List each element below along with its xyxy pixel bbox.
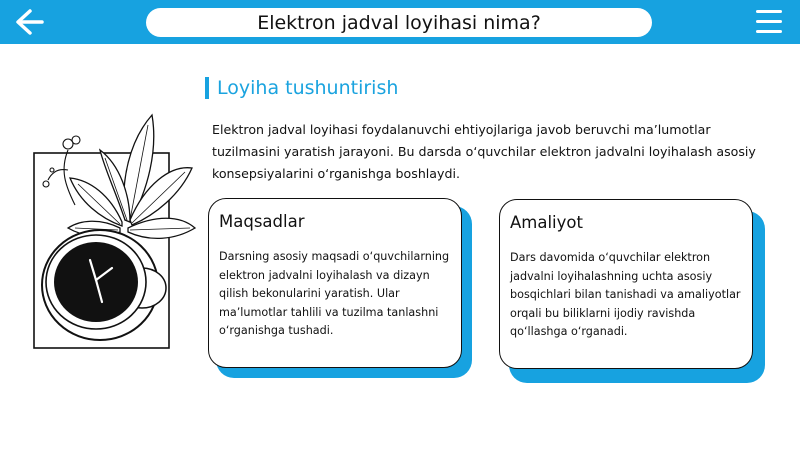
top-bar	[0, 0, 800, 44]
heading-accent-bar	[205, 77, 209, 99]
hamburger-menu-icon	[756, 10, 782, 13]
chevron-left-icon	[10, 6, 44, 38]
section-title: Loyiha tushuntirish	[217, 77, 399, 99]
title-pill	[146, 8, 652, 37]
menu-button[interactable]	[756, 10, 782, 34]
practice-card	[499, 199, 753, 369]
card-text: Dars davomida o‘quvchilar elektron jadvalni loyihalashning uchta asosiy bosqichlari bilan tanishadi va amaliyotlar orqali bu biliklarni ijodiy ravishda qo‘llashga o‘rganadi.	[510, 251, 741, 338]
intro-paragraph: Elektron jadval loyihasi foydalanuvchi ehtiyojlariga javob beruvchi ma’lumotlar tuzilmasini yaratish jarayoni. Bu darsda o‘quvchilar elektron jadvalni loyihalash asosiy konsepsiyalarini o‘rganishga boshlaydi.	[212, 122, 756, 181]
back-button[interactable]	[10, 6, 44, 38]
card-text: Darsning asosiy maqsadi o‘quvchilarning elektron jadvalni loyihalash va dizayn qilish bekonularini yaratish. Ular ma’lumotlar tahlili va tuzilma tanlashni o‘rganishga tushadi.	[219, 250, 450, 337]
clock-leaves-illustration	[30, 110, 200, 355]
section-heading	[205, 76, 398, 100]
card-title: Maqsadlar	[219, 212, 305, 231]
page-title: Elektron jadval loyihasi nima?	[257, 11, 541, 34]
goals-card	[208, 198, 462, 368]
card-title: Amaliyot	[510, 213, 583, 232]
